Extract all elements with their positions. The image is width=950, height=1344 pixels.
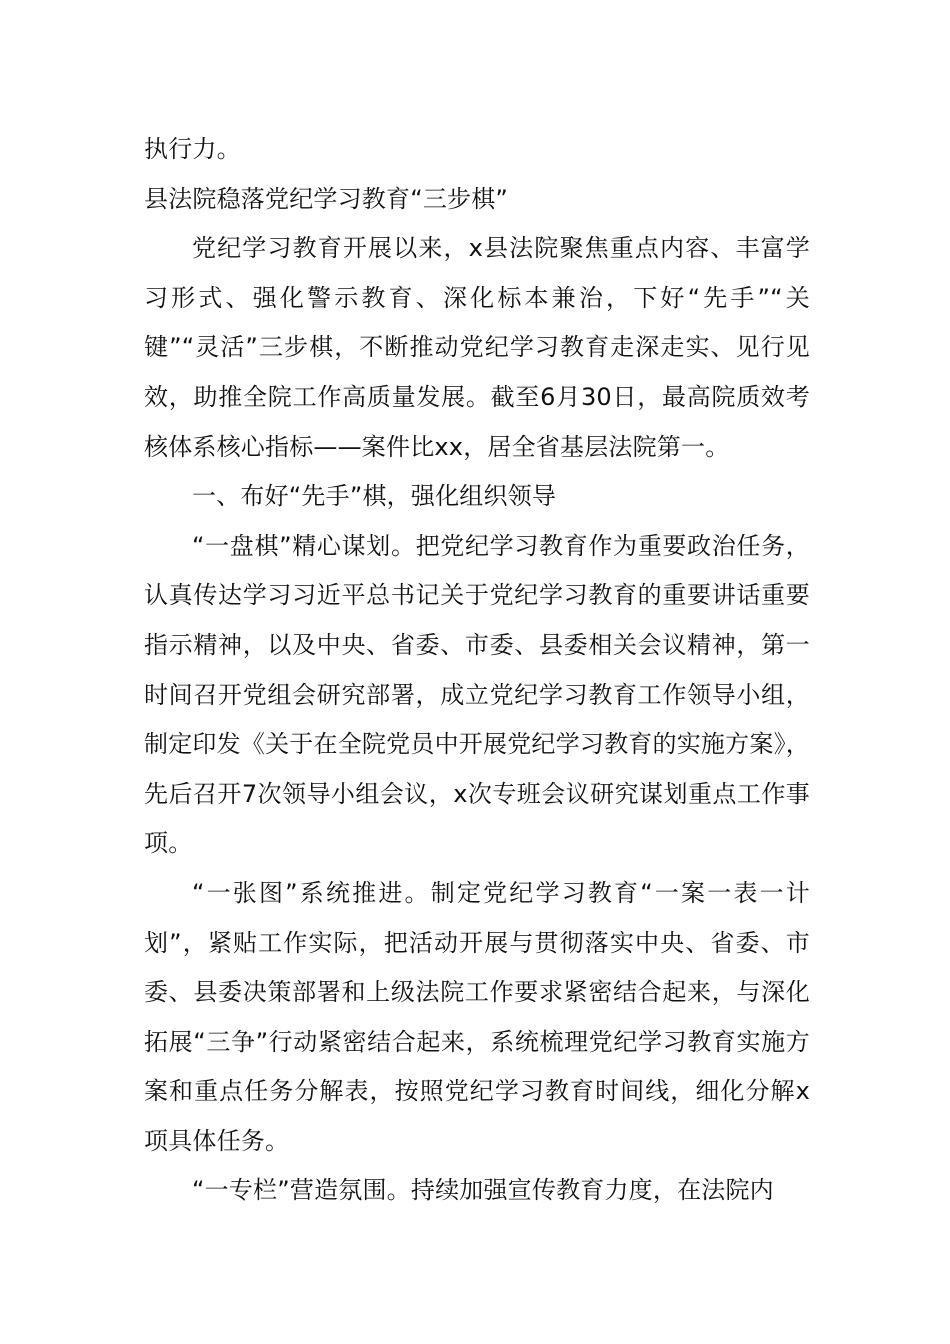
section-heading: 一、布好“先手”棋，强化组织领导: [192, 482, 557, 511]
paragraph-planning: “一盘棋”精心谋划。把党纪学习教育作为重要政治任务，认真传达学习习近平总书记关于党纪学习教育的重要讲话重要指示精神，以及中央、省委、市委、县委相关会议精神，第一时间召开党组会研究部署，成立党纪学习教育工作领导小组，制定印发《关于在全院党员中开展党纪学习教育的实施方案》，先后召开7次领导小组会议，x次专班会议研究谋划重点工作事项。: [144, 531, 810, 858]
paragraph-intro: 党纪学习教育开展以来，x县法院聚焦重点内容、丰富学习形式、强化警示教育、深化标本兼治，下好“先手”“关键”“灵活”三步棋，不断推动党纪学习教育走深走实、见行见效，助推全院工作高质量发展。截至6月30日，最高院质效考核体系核心指标——案件比xx，居全省基层法院第一。: [144, 234, 810, 461]
paragraph-continuation: 执行力。: [144, 135, 241, 163]
article-title: 县法院稳落党纪学习教育“三步棋”: [144, 184, 509, 213]
paragraph-roadmap: “一张图”系统推进。制定党纪学习教育“一案一表一计划”，紧贴工作实际，把活动开展与贯彻落实中央、省委、市委、县委决策部署和上级法院工作要求紧密结合起来，与深化拓展“三争”行动紧密结合起来，系统梳理党纪学习教育实施方案和重点任务分解表，按照党纪学习教育时间线，细化分解x项具体任务。: [144, 878, 810, 1155]
paragraph-column: “一专栏”营造氛围。持续加强宣传教育力度，在法院内: [192, 1176, 774, 1205]
document-body: [144, 125, 810, 1216]
